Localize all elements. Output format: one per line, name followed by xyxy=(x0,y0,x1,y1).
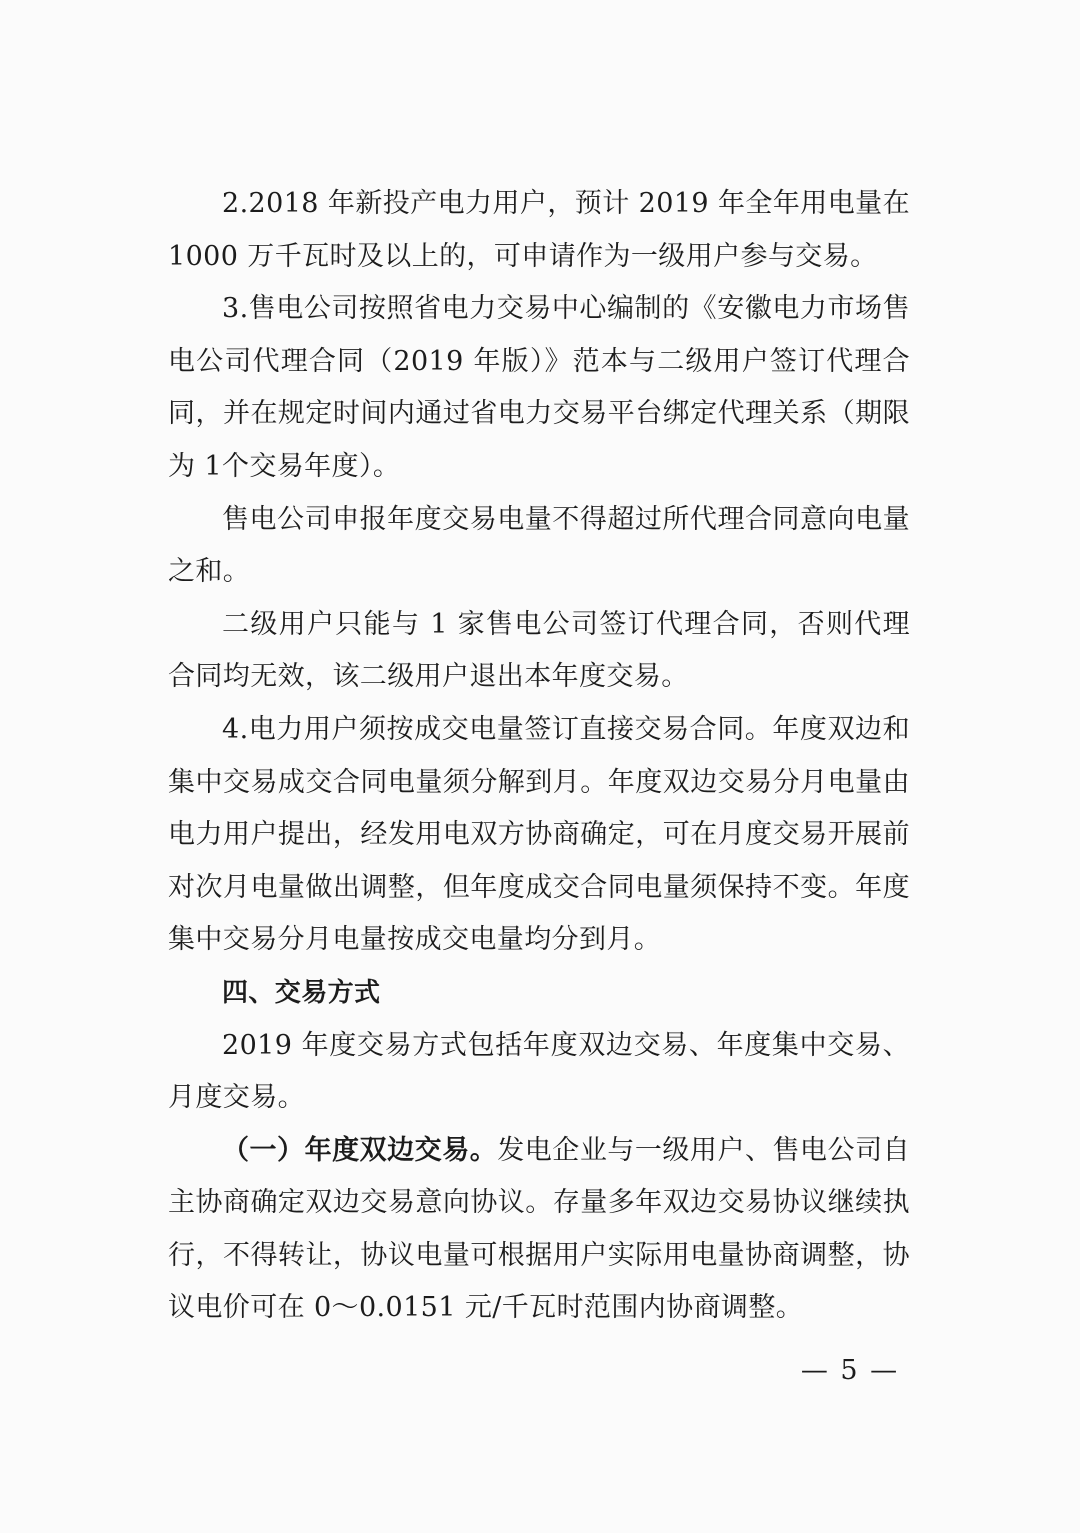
paragraph-declared-volume: 售电公司申报年度交易电量不得超过所代理合同意向电量之和。 xyxy=(168,503,910,588)
page-number: — 5 — xyxy=(800,1355,900,1386)
paragraph-single-agent: 二级用户只能与 1 家售电公司签订代理合同，否则代理合同均无效，该二级用户退出本年度交易。 xyxy=(168,608,910,693)
subsection-bilateral xyxy=(168,1125,910,1335)
section-heading: 四、交易方式 xyxy=(222,977,381,1008)
subsection-label: （一）年度双边交易。 xyxy=(222,1134,498,1166)
body-text xyxy=(168,178,910,1335)
section-intro: 2019 年度交易方式包括年度双边交易、年度集中交易、月度交易。 xyxy=(168,1029,910,1114)
paragraph-direct-contract: 4.电力用户须按成交电量签订直接交易合同。年度双边和集中交易成交合同电量须分解到月。年度双边交易分月电量由电力用户提出，经发用电双方协商确定，可在月度交易开展前对次月电量做出调整，但年度成交合同电量须保持不变。年度集中交易分月电量按成交电量均分到月。 xyxy=(168,713,910,956)
paragraph-new-users: 2.2018 年新投产电力用户，预计 2019 年全年用电量在1000 万千瓦时及以上的，可申请作为一级用户参与交易。 xyxy=(168,188,910,272)
subsection-text: 发电企业与一级用户、售电公司自主协商确定双边交易意向协议。存量多年双边交易协议继续执行，不得转让，协议电量可根据用户实际用电量协商调整，协议电价可在 0～0.0151 元/千瓦时范围内协商调整。 xyxy=(168,1134,910,1324)
paragraph-agency-contract: 3.售电公司按照省电力交易中心编制的《安徽电力市场售电公司代理合同（2019 年版）》范本与二级用户签订代理合同，并在规定时间内通过省电力交易平台绑定代理关系（期限为 1个交易年度）。 xyxy=(168,293,910,482)
